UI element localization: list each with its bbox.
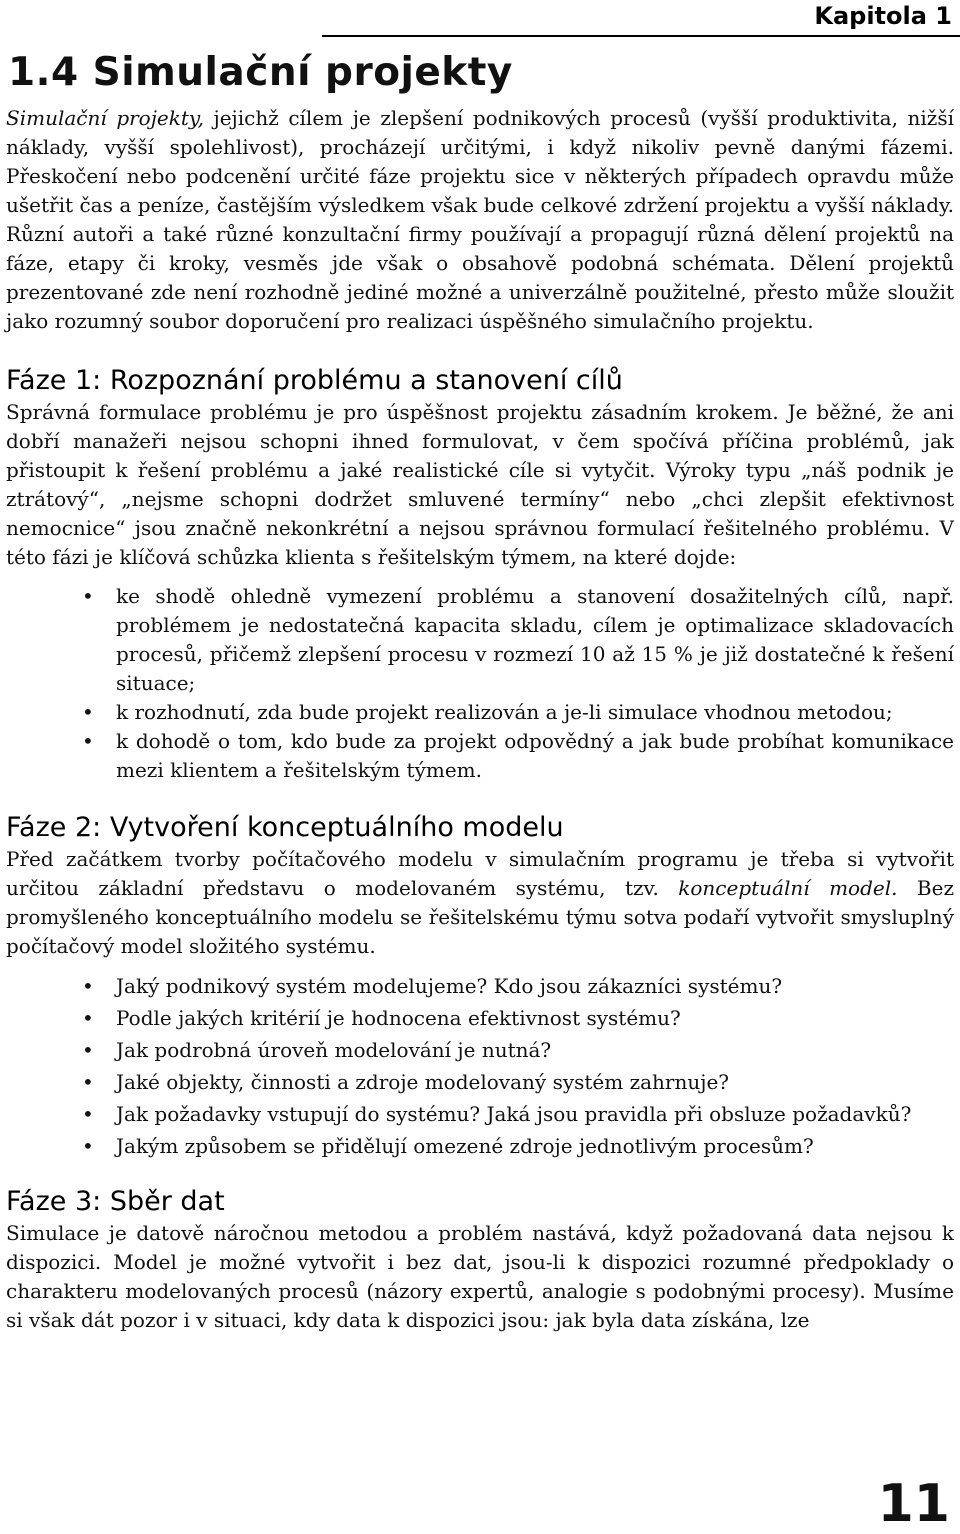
list-item: • Jaký podnikový systém modelujeme? Kdo jsou zákazníci systému? xyxy=(6,971,954,1001)
list-item: • Jakým způsobem se přidělují omezené zdroje jednotlivým procesům? xyxy=(6,1131,954,1161)
list-item: • Podle jakých kritérií je hodnocena efektivnost systému? xyxy=(6,1003,954,1033)
phase2-text-end: Bez promyšleného konceptuálního modelu se řešitelskému týmu sotva podaří vytvořit smysluplný počítačový model složitého systému. xyxy=(6,876,954,958)
page-number: 11 xyxy=(877,1474,950,1534)
intro-paragraph xyxy=(6,104,954,336)
phase3-paragraph: Simulace je datově náročnou metodou a problém nastává, když požadovaná data nejsou k dispozici. Model je možné vytvořit i bez dat, jsou-li k dispozici rozumné předpoklady o charakteru modelovaných procesů (názory expertů, analogie s podobnými procesy). Musíme si však dát pozor i v situaci, kdy data k dispozici jsou: jak byla data získána, lze xyxy=(6,1221,954,1332)
phase2-heading: Fáze 2: Vytvoření konceptuálního modelu xyxy=(6,812,564,843)
header-rule xyxy=(322,35,960,37)
intro-term: Simulační projekty, xyxy=(6,106,204,130)
list-item: • k dohodě o tom, kdo bude za projekt odpovědný a jak bude probíhat komunikace mezi klientem a řešitelským týmem. xyxy=(6,727,954,785)
phase2-paragraph xyxy=(6,845,954,961)
phase2-term: konceptuální model. xyxy=(678,876,898,900)
list-item: • k rozhodnutí, zda bude projekt realizován a je-li simulace vhodnou metodou; xyxy=(6,698,954,727)
phase1-paragraph: Správná formulace problému je pro úspěšnost projektu zásadním krokem. Je běžné, že ani dobří manažeři nejsou schopni ihned formulovat, v čem spočívá příčina problémů, jak přistoupit k řešení problému a jaké realistické cíle si vytyčit. Výroky typu „náš podnik je ztrátový“, „nejsme schopni dodržet smluvené termíny“ nebo „chci zlepšit efektivnost nemocnice“ jsou značně nekonkrétní a nejsou správnou formulací řešitelného problému. V této fázi je klíčová schůzka klienta s řešitelským týmem, na které dojde: xyxy=(6,400,954,569)
list-item: • Jak podrobná úroveň modelování je nutná? xyxy=(6,1035,954,1065)
section-title: 1.4 Simulační projekty xyxy=(8,50,513,95)
list-item: • Jak požadavky vstupují do systému? Jaká jsou pravidla při obsluze požadavků? xyxy=(6,1099,954,1129)
phase1-heading: Fáze 1: Rozpoznání problému a stanovení cílů xyxy=(6,365,623,396)
phase1-list xyxy=(6,582,954,785)
chapter-tag: Kapitola 1 xyxy=(814,2,952,30)
phase3-heading: Fáze 3: Sběr dat xyxy=(6,1186,225,1217)
intro-text: jejichž cílem je zlepšení podnikových procesů (vyšší produktivita, nižší náklady, vyšší spolehlivost), procházejí určitými, i když nikoliv pevně danými fázemi. Přeskočení nebo podcenění určité fáze projektu sice v některých případech opravdu může ušetřit čas a peníze, častějším výsledkem však bude celkové zdržení projektu a vyšší náklady. Různí autoři a také různé konzultační firmy používají a propagují různá dělení projektů na fáze, etapy či kroky, vesměs jde však o obsahově podobná schémata. Dělení projektů prezentované zde není rozhodně jediné možné a univerzálně použitelné, přesto může sloužit jako rozumný soubor doporučení pro realizaci úspěšného simulačního projektu. xyxy=(6,106,954,333)
phase2-question-list xyxy=(6,971,954,1161)
page-content xyxy=(6,104,954,1335)
list-item: • ke shodě ohledně vymezení problému a stanovení dosažitelných cílů, např. problémem je nedostatečná kapacita skladu, cílem je optimalizace skladovacích procesů, přičemž zlepšení procesu v rozmezí 10 až 15 % je již dostatečné k řešení situace; xyxy=(6,582,954,698)
list-item: • Jaké objekty, činnosti a zdroje modelovaný systém zahrnuje? xyxy=(6,1067,954,1097)
phase2-text-start: Před začátkem tvorby počítačového modelu v simulačním programu je třeba si vytvořit určitou základní představu o modelovaném systému, tzv. xyxy=(6,847,954,900)
